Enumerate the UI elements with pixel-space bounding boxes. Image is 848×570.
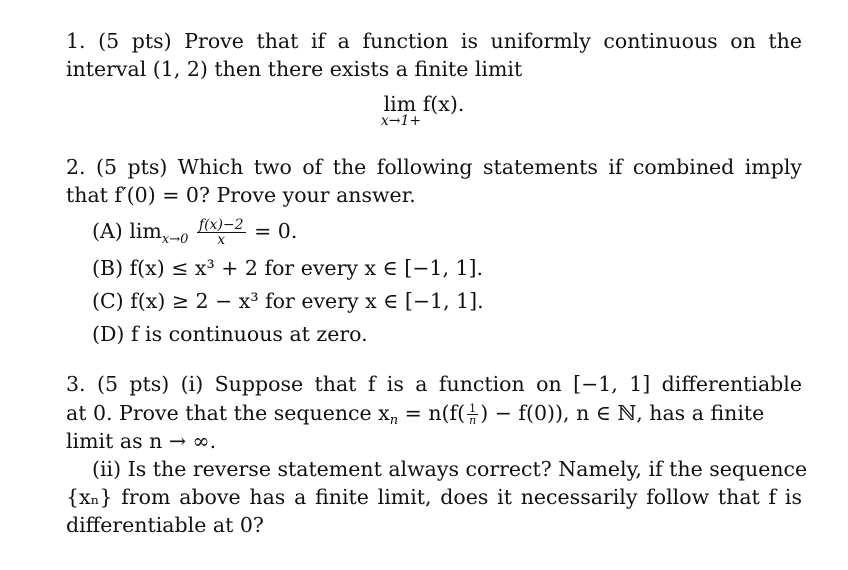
- option-a-fraction: [197, 218, 246, 247]
- option-a-numerator: f(x)−2: [198, 217, 244, 233]
- problem-3-line-6: differentiable at 0?: [66, 513, 264, 537]
- option-b: (B) f(x) ≤ x³ + 2 for every x ∈ [−1, 1].: [92, 256, 484, 280]
- one-over-n-fraction: [467, 403, 478, 426]
- sequence-subscript: n: [389, 413, 399, 428]
- problem-3-line-4: (ii) Is the reverse statement always correct? Namely, if the sequence: [92, 457, 808, 481]
- problem-1-line-1: 1. (5 pts) Prove that if a function is uniformly continuous on the: [66, 29, 802, 53]
- problem-3-line-2-c: ) − f(0)), n ∈ ℕ, has a finite: [480, 401, 765, 425]
- problem-1-limit-display: [0, 94, 848, 128]
- limit-subscript: x→1+: [380, 113, 422, 129]
- option-a-denominator: x: [217, 232, 226, 248]
- problem-3-line-5: {xₙ} from above has a finite limit, does it necessarily follow that f is: [66, 485, 802, 509]
- option-a-prefix: (A) lim: [92, 219, 162, 243]
- option-a-suffix: = 0.: [254, 219, 298, 243]
- problem-3-line-2-a: at 0. Prove that the sequence x: [66, 401, 390, 425]
- problem-3-line-2-b: = n(f(: [398, 401, 466, 425]
- problem-1-line-2: interval (1, 2) then there exists a finite limit: [66, 57, 523, 81]
- fraction-denominator: n: [469, 414, 477, 427]
- problem-2-line-1: 2. (5 pts) Which two of the following statements if combined imply: [66, 155, 802, 179]
- problem-3-line-1: 3. (5 pts) (i) Suppose that f is a function on [−1, 1] differentiable: [66, 372, 802, 396]
- option-c: (C) f(x) ≥ 2 − x³ for every x ∈ [−1, 1].: [92, 289, 484, 313]
- fraction-numerator: 1: [467, 403, 478, 415]
- limit-expression: lim f(x).: [383, 92, 465, 116]
- option-a-subscript: x→0: [161, 232, 189, 247]
- option-a: [92, 216, 828, 255]
- option-d: (D) f is continuous at zero.: [92, 322, 368, 346]
- problem-2-line-2: that f′(0) = 0? Prove your answer.: [66, 183, 416, 207]
- problem-3-line-3: limit as n → ∞.: [66, 429, 217, 453]
